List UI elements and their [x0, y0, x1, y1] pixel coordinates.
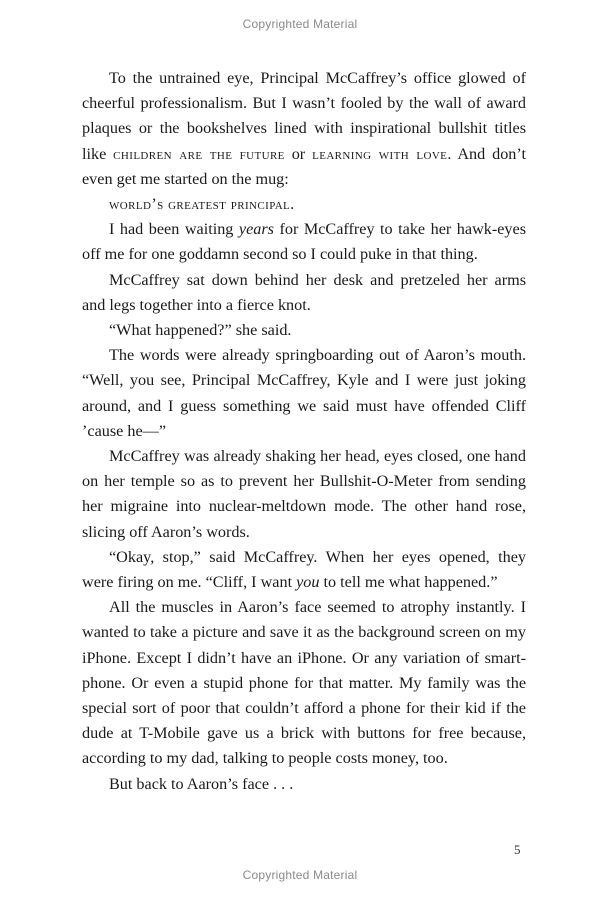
- paragraph: The words were already springboarding out of Aaron’s mouth. “Well, you see, Principal McCaffrey, Kyle and I were just joking around, and I guess something we said must have offended Cliff ’cause he—”: [82, 346, 526, 440]
- page-number: 5: [514, 842, 521, 857]
- paragraph-text: . And don’t even get me started on the mug:: [82, 144, 526, 188]
- paragraph-text: “Okay, stop,” said McCaffrey. When her eyes opened, they were firing on me. “Cliff, I want: [82, 547, 526, 592]
- body-text: [82, 66, 526, 797]
- paragraph: McCaffrey was already shaking her head, eyes closed, one hand on her temple so as to prevent her Bullshit-O-Meter from sending her migraine into nuclear-meltdown mode. The other hand rose, slicing off Aaron’s words.: [82, 447, 526, 541]
- copyright-watermark-top: Copyrighted Material: [242, 17, 358, 31]
- paragraph: “What happened?” she said.: [109, 321, 292, 340]
- paragraph: [82, 545, 526, 595]
- paragraph: All the muscles in Aaron’s face seemed to atrophy instantly. I wanted to take a picture and save it as the background screen on my iPhone. Except I didn’t have an iPhone. Or any variation of smart-phone. Or even a stupid phone for that matter. My family was the special sort of poor that couldn’t afford a phone for their kid if the dude at T-Mobile gave us a brick with buttons for free because, according to my dad, talking to people costs money, too.: [82, 598, 526, 768]
- paragraph: But back to Aaron’s face . . .: [109, 774, 294, 793]
- paragraph-text: I had been waiting: [109, 220, 239, 239]
- paragraph: [82, 192, 526, 217]
- paragraph-text: to tell me what happened.”: [319, 573, 498, 592]
- paragraph: [82, 217, 526, 267]
- paragraph-text: or: [284, 144, 313, 163]
- paragraph: McCaffrey sat down behind her desk and pretzeled her arms and legs together into a fierce knot.: [82, 270, 526, 314]
- book-title: children are the future: [113, 144, 285, 163]
- paragraph-text: To the untrained eye, Principal McCaffrey’s office glowed of cheerful professionalism. But I wasn’t fooled by the wall of award plaques or the bookshelves lined with inspirational bullshit titles like: [82, 69, 526, 163]
- emphasis-text: years: [238, 220, 274, 239]
- paragraph-text: for McCaffrey to take her hawk-eyes off me for one goddamn second so I could puke in that thing.: [82, 220, 527, 264]
- book-title: learning with love: [312, 144, 448, 163]
- copyright-watermark-bottom: Copyrighted Material: [242, 868, 358, 882]
- emphasis-text: you: [296, 573, 320, 592]
- mug-inscription: world’s greatest principal.: [109, 195, 295, 214]
- paragraph: [82, 66, 526, 192]
